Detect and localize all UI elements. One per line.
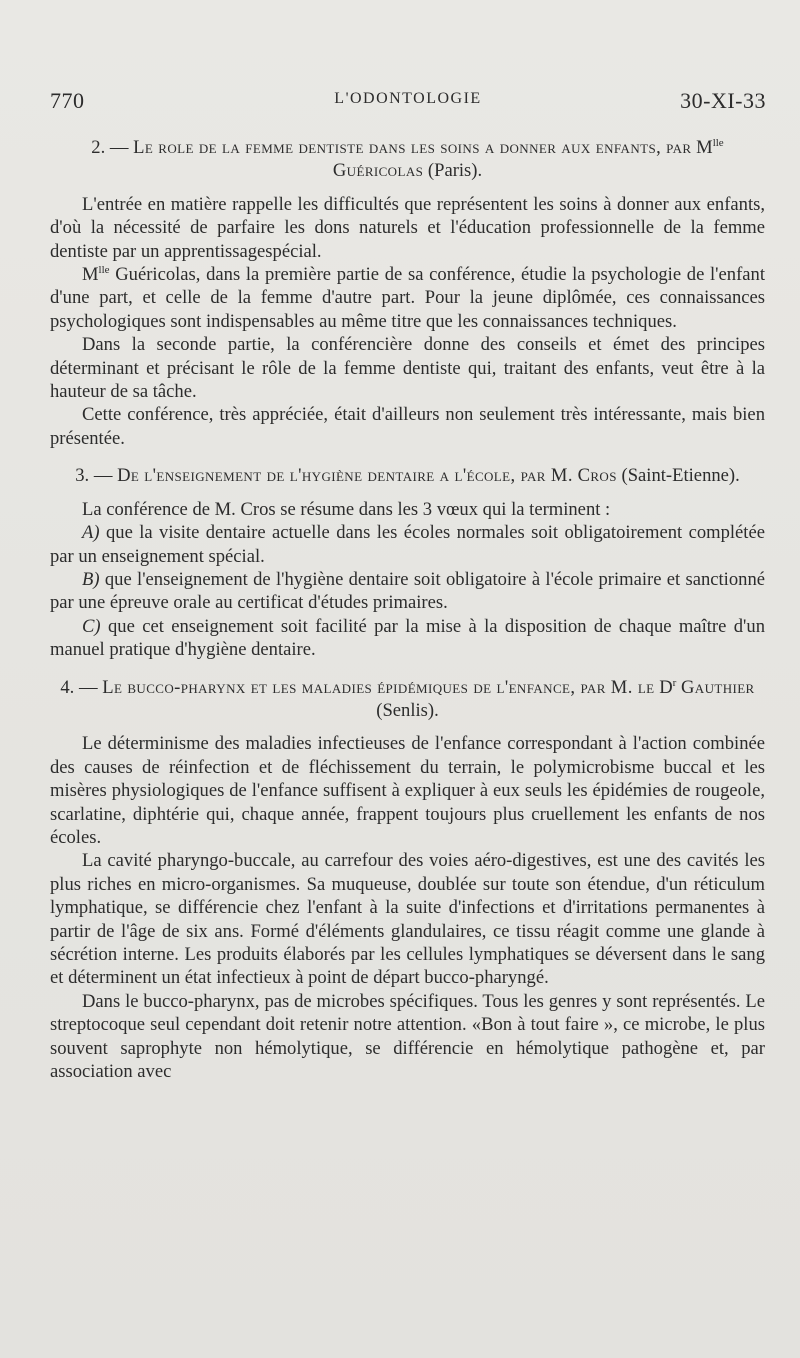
section-4-heading: Le bucco-pharynx et les maladies épidémiques de l'enfance, par M. le	[102, 676, 655, 698]
body-text	[50, 136, 765, 1083]
section-3-wish-b	[50, 568, 765, 615]
section-2-author-prefix: M	[696, 137, 713, 158]
section-4-place: (Senlis).	[376, 699, 439, 721]
wish-c-text: que cet enseignement soit facilité par la mise à la disposition de chaque maître d'un manuel pratique d'hygiène dentaire.	[50, 615, 765, 661]
section-3-intro: La conférence de M. Cros se résume dans les 3 vœux qui la terminent :	[82, 498, 611, 520]
wish-b-label: B)	[82, 568, 100, 590]
section-3-title	[50, 464, 765, 487]
wish-a-text: que la visite dentaire actuelle dans les écoles normales soit obligatoirement complétée par un enseignement spécial.	[50, 522, 765, 567]
section-4-paragraph-1: Le déterminisme des maladies infectieuses de l'enfance correspondant à l'action combinée des causes de réinfection et de fléchissement du terrain, le polymicrobisme buccal et les misères physiologiques de l'enfance suffisent à expliquer à eux seuls les épidémies de rougeole, scarlatine, diphtérie qui, chaque année, frappent toujours plus cruellement les enfants de nos écoles.	[50, 733, 765, 848]
section-4-author: Gauthier	[680, 676, 755, 698]
journal-title: L'ODONTOLOGIE	[334, 90, 482, 107]
issue-date: 30-XI-33	[680, 88, 766, 113]
section-4-paragraph-2: La cavité pharyngo-buccale, au carrefour des voies aéro-digestives, est une des cavités les plus riches en micro-organismes. Sa muqueuse, doublée sur toute son étendue, d'un réticulum lymphatique, se différencie chez l'enfant à la suite d'infections et d'irritations permanentes à partir de l'âge de six ans. Formé d'éléments glandulaires, ce tissu réagit comme une glande à sécrétion interne. Les produits élaborés par les cellules lymphatiques se déversent dans le sang et déterminent un état infectieux à point de départ bucco-pharyngé.	[50, 850, 765, 989]
section-3-author: Cros	[577, 465, 617, 487]
running-header	[50, 88, 766, 116]
section-2-author: Guéricolas	[332, 160, 424, 182]
section-4-number: 4. —	[60, 676, 98, 698]
section-2-paragraph-1: L'entrée en matière rappelle les difficultés que représentent les soins à donner aux enfants, d'où la nécessité de parfaire les dons naturels et l'éducation professionnelle de la femme dentiste par un apprentissagespécial.	[50, 193, 765, 262]
section-2-heading: Le role de la femme dentiste dans les soins a donner aux enfants, par	[133, 137, 692, 158]
section-2-p2-sup: lle	[98, 264, 110, 277]
section-2-p2-text: Guéricolas, dans la première partie de sa conférence, étudie la psychologie de l'enfant d'une part, et celle de la femme d'autre part. Pour la jeune diplômée, ces connaissances psychologiques sont indispensables au même titre que les connaissances techniques.	[50, 264, 765, 332]
section-4-paragraph-3: Dans le bucco-pharynx, pas de microbes spécifiques. Tous les genres y sont représentés. Le streptocoque seul cependant doit retenir notre attention. «Bon à tout faire », ce microbe, le plus souvent saprophyte non hémolytique, se différencie en hémolytique pathogène et, par association avec	[50, 990, 765, 1083]
wish-b-text: que l'enseignement de l'hygiène dentaire soit obligatoire à l'école primaire et sanctionné par une épreuve orale au certificat d'études primaires.	[50, 568, 765, 614]
section-2-p2-prefix: M	[82, 264, 99, 286]
section-2-paragraph-2	[50, 263, 765, 333]
section-4-author-sup: r	[672, 676, 677, 689]
section-3-place: (Saint-Etienne).	[621, 465, 740, 487]
section-2-paragraph-4: Cette conférence, très appréciée, était d'ailleurs non seulement très intéressante, mais bien présentée.	[50, 404, 765, 449]
wish-a-label: A)	[82, 522, 100, 544]
section-2-number: 2. —	[91, 137, 129, 158]
section-2-author-sup: lle	[712, 137, 724, 149]
section-3-heading: De l'enseignement de l'hygiène dentaire a l'école, par M.	[117, 465, 573, 487]
section-3-wish-a	[50, 521, 765, 568]
section-2-paragraph-3: Dans la seconde partie, la conférencière donne des conseils et émet des principes déterminant et précisant le rôle de la femme dentiste qui, traitant des enfants, veut être à la hauteur de sa tâche.	[50, 334, 765, 403]
section-4-title	[50, 676, 765, 723]
page-number: 770	[50, 88, 85, 113]
wish-c-label: C)	[82, 615, 101, 637]
section-4-author-prefix: D	[659, 676, 673, 698]
section-2-place: (Paris).	[427, 160, 483, 182]
section-2-title	[50, 136, 765, 183]
section-3-number: 3. —	[75, 465, 113, 487]
section-3-wish-c	[50, 615, 765, 662]
